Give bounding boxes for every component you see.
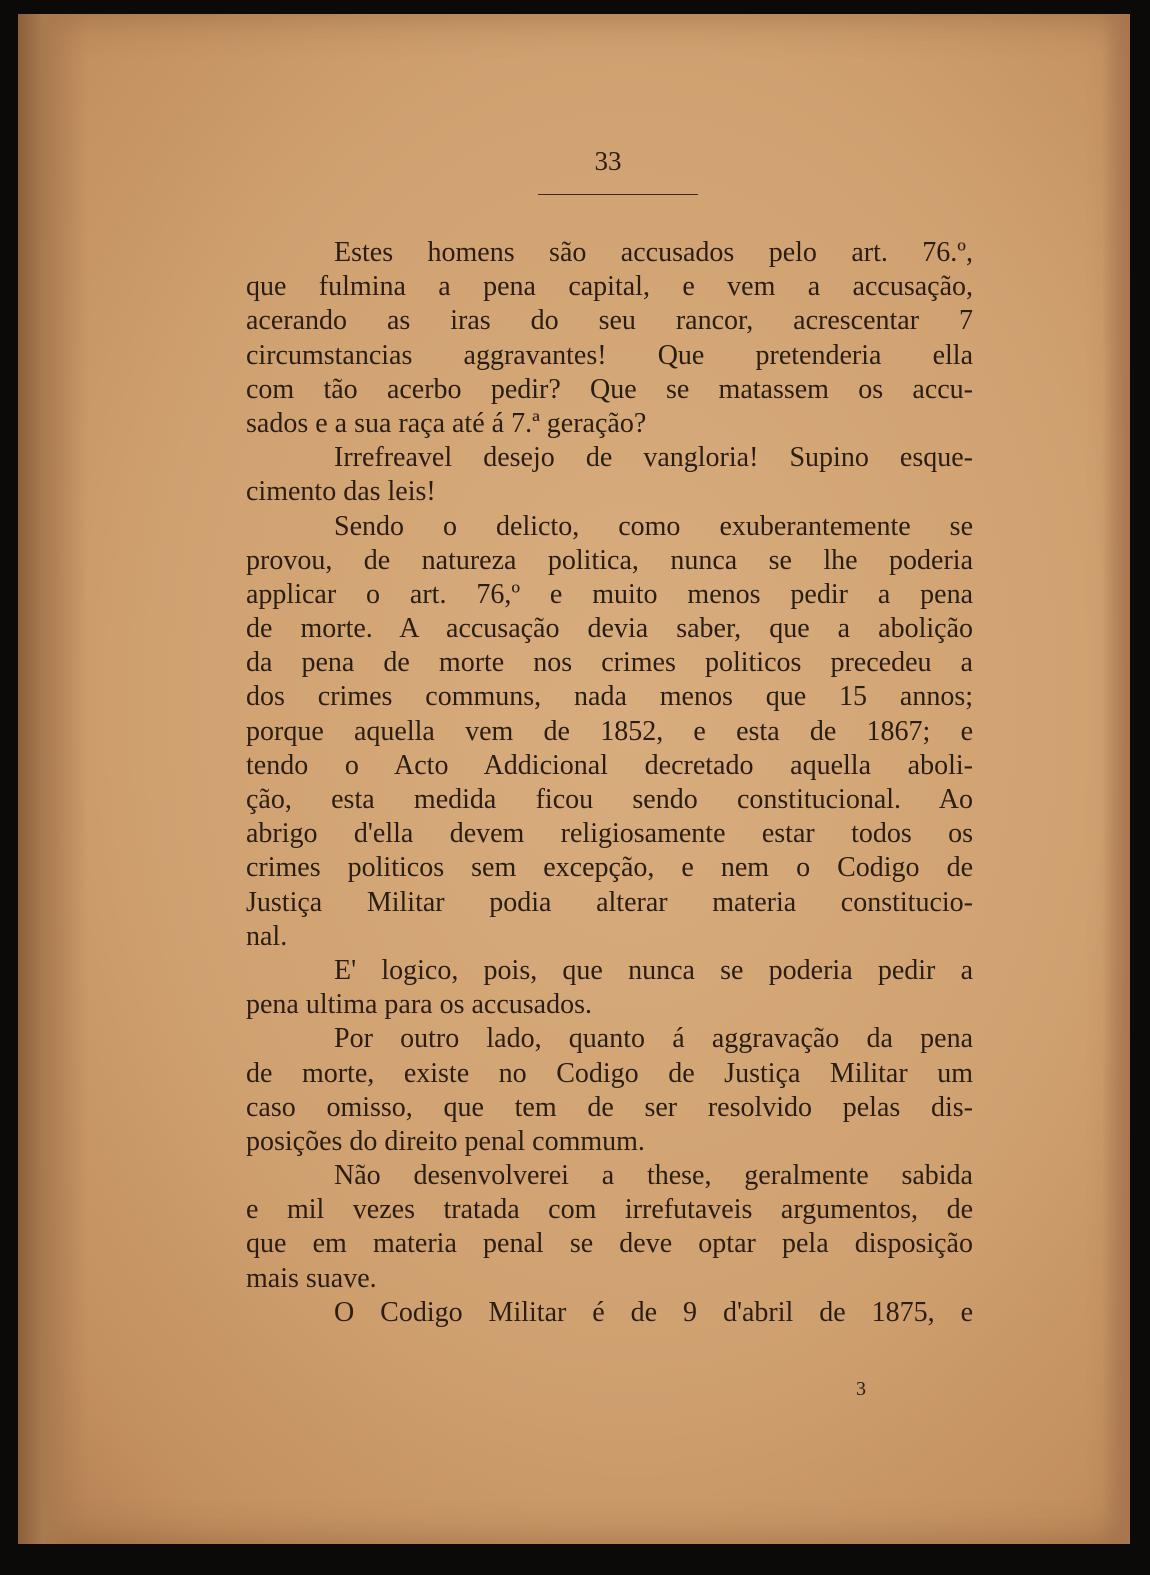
text-line: pena ultima para os accusados. bbox=[246, 989, 592, 1021]
text-line: crimes politicos sem excepção, e nem o Codigo de bbox=[246, 852, 973, 884]
text-line: Por outro lado, quanto á aggravação da pena bbox=[334, 1023, 973, 1055]
text-line: caso omisso, que tem de ser resolvido pelas dis- bbox=[246, 1091, 973, 1123]
page-number: 33 bbox=[594, 146, 622, 176]
text-line: Não desenvolverei a these, geralmente sabida bbox=[334, 1160, 973, 1192]
text-line: E' logico, pois, que nunca se poderia pedir a bbox=[334, 954, 973, 986]
text-line: acerando as iras do seu rancor, acrescentar 7 bbox=[246, 305, 973, 337]
text-line: Estes homens são accusados pelo art. 76.º, bbox=[334, 237, 973, 268]
text-line: posições do direito penal commum. bbox=[246, 1125, 645, 1157]
text-line: circumstancias aggravantes! Que pretenderia ella bbox=[246, 339, 973, 371]
text-line: de morte. A accusação devia saber, que a abolição bbox=[246, 613, 973, 645]
text-line: que fulmina a pena capital, e vem a accusação, bbox=[246, 271, 973, 303]
text-line: mais suave. bbox=[246, 1262, 377, 1294]
text-line: provou, de natureza politica, nunca se lhe poderia bbox=[246, 544, 973, 576]
text-line: porque aquella vem de 1852, e esta de 1867; e bbox=[246, 715, 973, 747]
signature-mark: 3 bbox=[856, 1378, 866, 1400]
text-line: sados e a sua raça até á 7.ª geração? bbox=[246, 407, 647, 439]
text-line: e mil vezes tratada com irrefutaveis argumentos, de bbox=[246, 1194, 973, 1226]
header-rule bbox=[538, 194, 698, 195]
text-line: Irrefreavel desejo de vangloria! Supino esque- bbox=[334, 442, 973, 474]
text-line: tendo o Acto Addicional decretado aquella aboli- bbox=[246, 749, 973, 781]
text-line: Justiça Militar podia alterar materia constitucio- bbox=[246, 886, 973, 918]
text-line: da pena de morte nos crimes politicos precedeu a bbox=[246, 647, 973, 679]
text-line: ção, esta medida ficou sendo constitucional. Ao bbox=[246, 784, 973, 815]
text-line: applicar o art. 76,º e muito menos pedir a pena bbox=[246, 578, 973, 610]
text-line: cimento das leis! bbox=[246, 476, 436, 508]
text-line: dos crimes communs, nada menos que 15 annos; bbox=[246, 681, 973, 713]
text-line: que em materia penal se deve optar pela disposição bbox=[246, 1228, 973, 1260]
text-line: nal. bbox=[246, 920, 288, 952]
page-spine-shadow bbox=[18, 14, 88, 1544]
book-page bbox=[18, 14, 1130, 1544]
text-line: com tão acerbo pedir? Que se matassem os accu- bbox=[246, 373, 973, 405]
text-line: abrigo d'ella devem religiosamente estar todos os bbox=[246, 818, 973, 850]
text-line: de morte, existe no Codigo de Justiça Militar um bbox=[246, 1057, 973, 1089]
body-text bbox=[246, 236, 973, 1330]
page-edge-shadow bbox=[1102, 14, 1130, 1544]
text-line: O Codigo Militar é de 9 d'abril de 1875, e bbox=[334, 1296, 973, 1328]
text-line: Sendo o delicto, como exuberantemente se bbox=[334, 510, 973, 542]
